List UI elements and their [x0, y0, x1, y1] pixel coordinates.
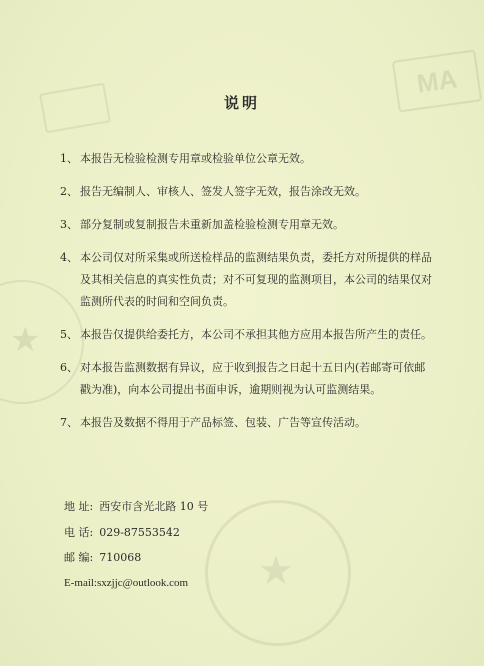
item-number: 1、	[60, 152, 78, 165]
address-row	[64, 494, 208, 520]
list-item	[60, 357, 432, 401]
item-text: 本报告仅提供给委托方，本公司不承担其他方应用本报告所产生的责任。	[80, 328, 432, 341]
address-value: 西安市含光北路 10 号	[99, 500, 209, 513]
item-number: 4、	[60, 251, 78, 264]
page-title: 说明	[223, 94, 260, 112]
star-icon: ★	[10, 320, 41, 360]
email-text: E-mail:sxzjjc@outlook.com	[64, 576, 189, 589]
item-text: 本报告无检验检测专用章或检验单位公章无效。	[80, 152, 311, 165]
email-row	[64, 571, 208, 597]
item-text: 本公司仅对所采集或所送检样品的监测结果负责，委托方对所提供的样品及其相关信息的真实性负责；对不可复现的监测项目，本公司的结果仅对监测所代表的时间和空间负责。	[80, 251, 432, 308]
list-item	[60, 181, 432, 203]
contact-info	[64, 494, 208, 596]
list-item	[60, 214, 432, 236]
phone-value: 029-87553542	[99, 525, 180, 539]
list-item	[60, 148, 432, 170]
phone-row	[64, 520, 208, 546]
notes-list	[60, 148, 432, 445]
list-item	[60, 324, 432, 346]
cma-seal-watermark: MA	[392, 49, 482, 112]
item-number: 2、	[60, 185, 78, 198]
postcode-row	[64, 545, 208, 571]
phone-label: 电 话:	[64, 525, 94, 539]
address-label: 地 址:	[64, 500, 94, 513]
item-text: 本报告及数据不得用于产品标签、包装、广告等宣传活动。	[80, 416, 366, 429]
item-text: 报告无编制人、审核人、签发人签字无效，报告涂改无效。	[80, 185, 366, 198]
postcode-label: 邮 编:	[64, 551, 94, 564]
star-icon: ★	[258, 548, 294, 594]
item-text: 对本报告监测数据有异议，应于收到报告之日起十五日内(若邮寄可依邮戳为准)，向本公司提出书面申诉，逾期则视为认可监测结果。	[80, 361, 426, 396]
item-number: 7、	[60, 416, 78, 429]
list-item	[60, 247, 432, 313]
item-text: 部分复制或复制报告未重新加盖检验检测专用章无效。	[80, 218, 344, 231]
list-item	[60, 412, 432, 434]
item-number: 5、	[60, 328, 78, 341]
postcode-value: 710068	[99, 551, 142, 564]
item-number: 6、	[60, 361, 78, 374]
stamp-watermark-bottom	[205, 500, 351, 646]
item-number: 3、	[60, 218, 78, 231]
